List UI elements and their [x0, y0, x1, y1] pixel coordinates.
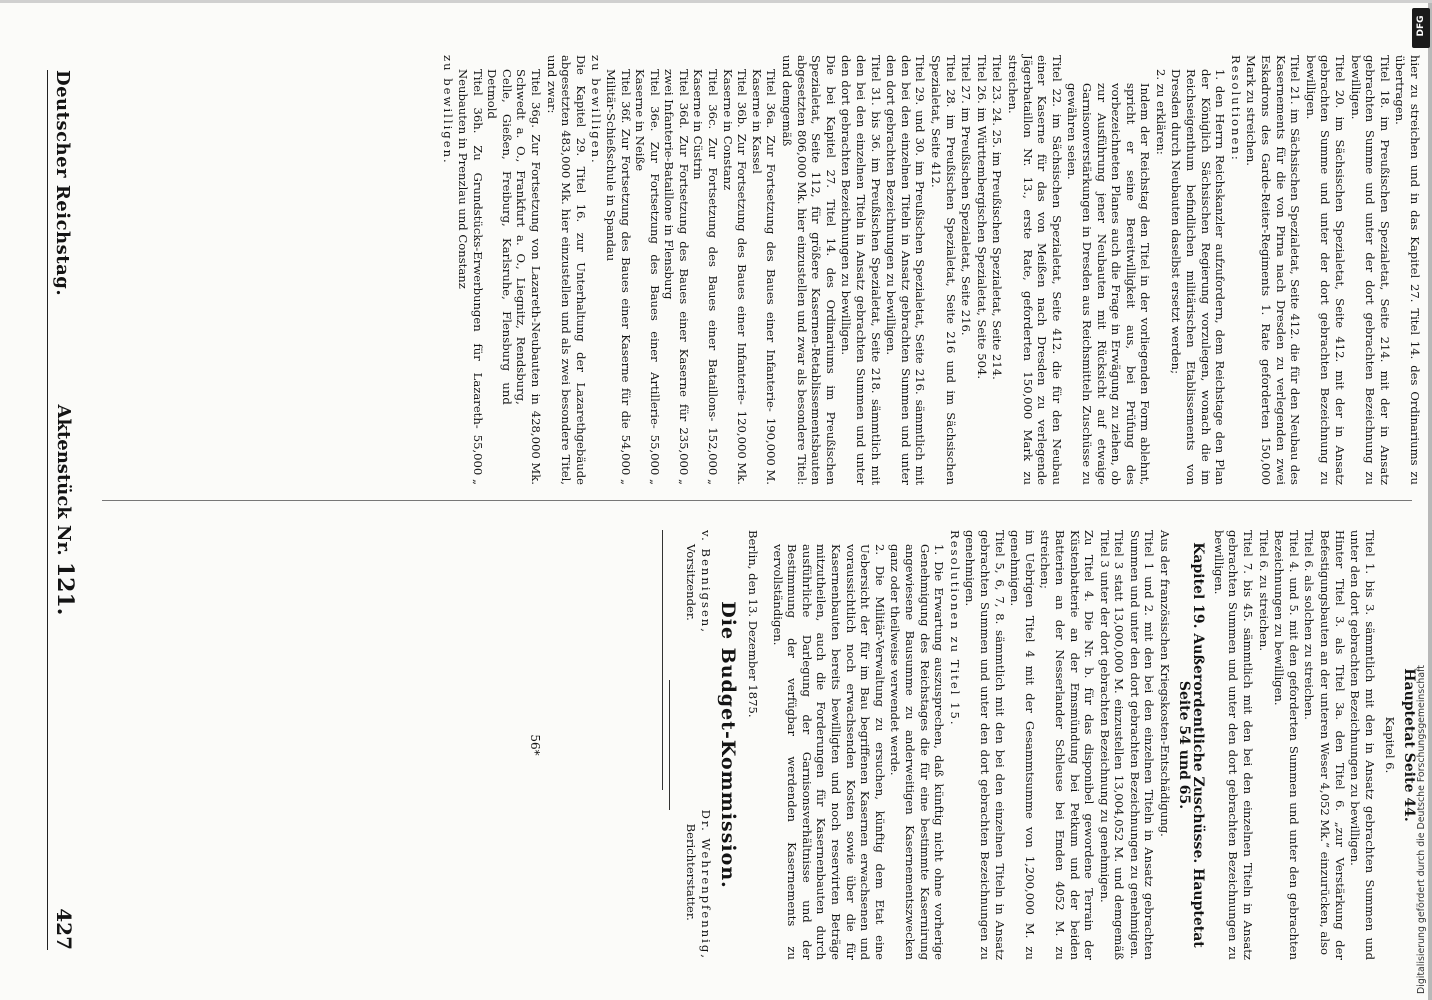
- left-paragraph: Titel 21. im Sächsischen Spezialetat, Seite 412. die für den Neubau des Kasernements für die von Pirna nach Dresden zu verlegenden zwei Eskadrons des Garde-Reiter-Regiments 1. Rate geforderten 150,000 Mark zu streichen.: [1244, 55, 1303, 485]
- header-center: [52, 70, 78, 950]
- budget-item-label: Titel 36b. Zur Fortsetzung des Baues einer Infanterie-Kaserne in Constanz: [720, 69, 750, 405]
- left-paragraph: Titel 29. und 30. im Preußischen Spezialetat, Seite 216. sämmtlich mit den bei den einzelnen Titeln in Ansatz gebrachten Summen und unter den dort gebrachten Bezeichnungen zu bewilligen.: [884, 55, 928, 485]
- right-column-text: [527, 530, 1422, 960]
- digitization-notice: Digitalisierung gefördert durch die Deutsche Forschungsgemeinschaft: [1416, 665, 1427, 994]
- budget-item-amount: 235,000 „: [676, 427, 691, 485]
- closing-rule: [669, 680, 670, 810]
- right-paragraph: 2. Die Militär-Verwaltung zu ersuchen, künftig dem Etat eine Uebersicht der für im Bau begriffenen Kasernen erwachsenen und voraussichtlich noch erwachsenden Kosten sowie über die für Kasernenbauten bereits bewilligten und noch reservirten Beträge mitzutheilen, auch die Forderungen für Kasernenbauten durch ausführliche Darlegung der Garnisonsverhältnisse und der Bestimmung der verfügbar werdenden Kasernements zu vervollständigen.: [770, 544, 887, 960]
- right-paragraph: Titel 4. und 5. mit den geforderten Summen und unter den gebrachten Bezeichnungen zu bewilligen.: [1272, 530, 1301, 960]
- budget-item: [691, 55, 720, 485]
- section-heading: Kapitel 19. Außerordentliche Zuschüsse. Hauptetat Seite 54 und 65.: [1175, 542, 1207, 948]
- left-paragraph: Titel 20. im Sächsischen Spezialetat, Seite 412. mit der in Ansatz gebrachten Summe und unter der dort gebrachten Bezeichnung zu bewilligen.: [1303, 55, 1348, 485]
- budget-item-amount: 120,000 Mk.: [735, 410, 750, 485]
- left-paragraph: Indem der Reichstag den Titel in der vorliegenden Form ablehnt, spricht er seine Bereitwilligkeit aus, bei Prüfung des vorbezeichneten Planes auch die Frage in Erwägung zu ziehen, ob zur Ausführung jener Neubauten mit Rücksicht auf etwaige Garnisonverstärkungen in Dresden aus Reichsmitteln Zuschüsse zu gewähren seien.: [1065, 83, 1153, 485]
- page-number: 427: [52, 908, 76, 950]
- right-paragraph: Titel 1. bis 3. sämmtlich mit den in Ansatz gebrachten Summen und unter den dort gebrachten Bezeichnungen zu bewilligen.: [1348, 530, 1377, 960]
- left-paragraph: Titel 28. im Preußischen Spezialetat, Seite 216 und im Sächsischen Spezialetat, Seite 412.: [929, 55, 958, 485]
- dfg-logo-text: DFG: [1416, 15, 1426, 37]
- budget-item-label: Titel 36h. Zu Grundstücks-Erwerbungen für Lazareth-Neubauten in Prenzlau und Constanz: [456, 69, 485, 429]
- resolutions-heading: Resolutionen:: [1228, 55, 1243, 162]
- budget-item: [485, 55, 543, 485]
- budget-item-label: Titel 36e. Zur Fortsetzung des Baues einer Artillerie-Kaserne in Neiße: [633, 69, 662, 429]
- budget-item-amount: 152,000 „: [706, 427, 721, 485]
- left-paragraph: hier zu streichen und in das Kapitel 27. Titel 14. des Ordinariums zu übertragen.: [1393, 55, 1422, 485]
- budget-item: [455, 55, 484, 485]
- budget-item: [749, 55, 778, 485]
- budget-item-label: Titel 36g. Zur Fortsetzung von Lazareth-Neubauten in Schwedt a. O., Frankfurt a. O., Liegnitz, Rendsburg, Celle, Gießen, Freiburg, Karlsruhe, Flensburg und Detmold: [485, 69, 543, 405]
- left-paragraph: zu bewilligen.: [441, 55, 456, 165]
- left-paragraph: 2. zu erklären:: [1153, 69, 1168, 155]
- budget-item-amount: 55,000 „: [647, 434, 662, 485]
- budget-item: [633, 55, 662, 485]
- left-paragraph: Titel 18. im Preußischen Spezialetat, Seite 214. mit der in Ansatz gebrachten Summe und unter der dort gebrachten Bezeichnung zu bewilligen.: [1348, 55, 1392, 485]
- signature-rapporteur: [684, 810, 713, 960]
- budget-item-label: Titel 36f. Zur Fortsetzung des Baues einer Kaserne für die Militär-Schießschule in Spandau: [603, 69, 633, 429]
- closing-rule: [662, 530, 663, 790]
- budget-item-label: Titel 36a. Zur Fortsetzung des Baues einer Infanterie-Kaserne in Kassel: [749, 69, 779, 412]
- right-paragraph: 1. Die Erwartung auszusprechen, daß künftig nicht ohne vorherige Genehmigung des Reichstages die für eine bestimmte Kasernirung angewiesene Bausumme zu anderweitigen Kasernementszwecken ganz oder theilweise verwendet werde.: [888, 544, 947, 960]
- budget-item-amount: 55,000 „: [470, 434, 485, 485]
- running-header: [47, 70, 82, 950]
- right-paragraph: Titel 7. bis 45. sämmtlich mit den bei den einzelnen Titeln in Ansatz gebrachten Summen und unter den dort gebrachten Bezeichnungen zu bewilligen.: [1211, 530, 1256, 960]
- left-column-text: [440, 55, 1422, 485]
- commission-title: Die Budget-Kommission.: [717, 601, 740, 889]
- signer-name: Dr. Wehrenpfennig,: [698, 809, 713, 960]
- signer-name: v. Bennigsen,: [698, 530, 713, 634]
- right-paragraph: Hinter Titel 3. als Titel 3a. den Titel 6. „zur Verstärkung der Befestigungsbauten an der unteren Weser 4,052 Mk.“ einzurücken, also: [1318, 530, 1347, 960]
- column-rule: [102, 500, 1412, 501]
- right-paragraph: Titel 6. zu streichen.: [1256, 530, 1271, 652]
- left-paragraph: zu bewilligen.: [589, 55, 604, 165]
- left-paragraph: Titel 23. 24. 25. im Preußischen Spezialetat, Seite 214.: [990, 55, 1005, 380]
- section-heading: Hauptetat Seite 44.: [1401, 668, 1417, 822]
- budget-item-amount: 428,000 Mk.: [528, 410, 543, 485]
- right-paragraph: Titel 1 und 2. mit den bei den einzelnen Titeln in Ansatz gebrachten Summen und unter den dort gebrachten Bezeichnungen zu genehmigen.: [1127, 530, 1157, 960]
- right-paragraph: Aus der französischen Kriegskosten-Entschädigung.: [1158, 530, 1173, 837]
- budget-item: [720, 55, 749, 485]
- budget-item-amount: 54,000 „: [618, 434, 633, 485]
- budget-item-amount: 190,000 M.: [764, 417, 779, 485]
- left-paragraph: Titel 27. im Preußischen Spezialetat, Seite 216.: [959, 55, 974, 336]
- budget-item-label: Titel 36d. Zur Fortsetzung des Baues einer Kaserne für zwei Infanterie-Bataillone in Flensburg: [662, 69, 691, 422]
- right-paragraph: Titel 6. als solchen zu streichen.: [1302, 530, 1317, 720]
- header-number: 121.: [52, 561, 78, 616]
- right-paragraph: im Uebrigen Titel 4 mit der Gesammtsumme von 1,200,000 M. zu genehmigen.: [1008, 530, 1037, 960]
- left-paragraph: Titel 31. bis 36. im Preußischen Spezialetat, Seite 218. sämmtlich mit den bei den einzelnen Titeln in Ansatz gebrachten Summen und unter den dort gebrachten Bezeichnungen zu bewilligen.: [839, 55, 883, 485]
- right-paragraph: Zu Titel 4. Die Nr. b. für das disponibel gewordene Terrain der Küstenbatterie an der Emsmündung bei Petkum und der beiden Batterien an der Nesserlander Schleuse bei Emden 4052 M. zu streichen;: [1038, 530, 1097, 960]
- section-subheading: Kapitel 6.: [1383, 716, 1398, 774]
- signatures: [684, 530, 713, 960]
- budget-item: [662, 55, 691, 485]
- left-paragraph: Die Kapitel 29. Titel 16. zur Unterhaltung der Lazarethgebäude abgesetzten 483,000 Mk. hier einzustellen und als zwei besondere Titel, und zwar:: [544, 55, 588, 485]
- signer-role: Vorsitzender.: [684, 544, 699, 621]
- left-paragraph: 1. den Herrn Reichskanzler aufzufordern, dem Reichstage den Plan der Königlich Sächsischen Regierung vorzulegen, wonach die im Reichseigenthum befindlichen militärischen Etablissements von Dresden durch Neubauten daselbst ersetzt werden;: [1169, 69, 1228, 485]
- header-center-prefix: Aktenstück Nr.: [53, 404, 74, 556]
- budget-item-label: Titel 36c. Zur Fortsetzung des Baues einer Bataillons-Kaserne in Cüstrin: [691, 69, 721, 422]
- left-paragraph: Die bei Kapitel 27. Titel 14. des Ordinariums im Preußischen Spezialetat, Seite 112, für größere Kasernen-Retablissementsbauten abgesetzten 806,000 Mk. hier einzustellen und zwar als besondere Titel: und demgemäß: [780, 55, 838, 485]
- header-left: Deutscher Reichstag.: [52, 70, 73, 297]
- right-paragraph: Titel 3 statt 13,000,000 M. einzustellen 13,004,052 M. und demgemäß Titel 3 unter der dort gebrachten Bezeichnung zu genehmigen.: [1097, 530, 1127, 960]
- left-paragraph: Titel 22. im Sächsischen Spezialetat, Seite 412. die für den Neubau einer Kaserne für das von Meißen nach Dresden zu verlegende Jägerbataillon Nr. 13., erste Rate, geforderten 150,000 Mark zu streichen.: [1005, 55, 1064, 485]
- date-line: Berlin, den 13. Dezember 1875.: [746, 530, 761, 718]
- left-paragraph: Titel 26. im Württembergischen Spezialetat, Seite 504.: [974, 55, 989, 380]
- signer-role: Berichterstatter.: [684, 823, 699, 921]
- page-edge-left: [0, 0, 1432, 3]
- right-paragraph: Titel 5, 6, 7, 8. sämmtlich mit den bei den einzelnen Titeln in Ansatz gebrachten Summen und unter den dort gebrachten Bezeichnungen zu genehmigen.: [963, 530, 1007, 960]
- budget-item: [603, 55, 632, 485]
- signature-chair: [684, 530, 713, 634]
- sheet-mark: 56*: [527, 734, 542, 756]
- resolutions-heading: Resolutionen zu Titel 15.: [947, 530, 962, 727]
